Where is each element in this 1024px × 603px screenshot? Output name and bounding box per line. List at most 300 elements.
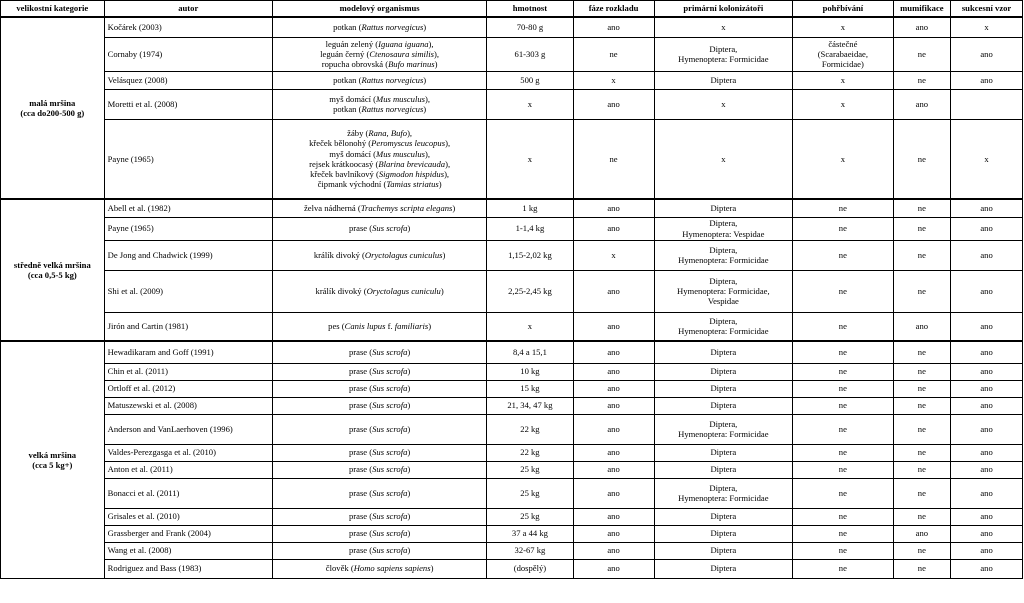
mumification-cell: ne — [893, 397, 950, 414]
colonizers-cell — [654, 71, 793, 89]
succession-cell: ano — [951, 341, 1023, 363]
colonizers-cell — [654, 217, 793, 240]
decomposition-phase-cell: ano — [573, 559, 654, 578]
mumification-cell: ne — [893, 508, 950, 525]
table-row — [1, 380, 1023, 397]
organism-cell — [272, 199, 486, 217]
succession-cell: ano — [951, 414, 1023, 444]
decomposition-phase-cell: ano — [573, 270, 654, 312]
colonizers-cell-line: x — [721, 22, 726, 33]
burial-cell-line: ne — [838, 487, 847, 498]
table-row — [1, 397, 1023, 414]
colonizers-cell — [654, 444, 793, 461]
author-cell: Anderson and VanLaerhoven (1996) — [104, 414, 272, 444]
species-name: Sus scrofa — [372, 545, 408, 556]
burial-cell-line: ne — [838, 347, 847, 358]
colonizers-cell-line: Hymenoptera: Vespidae — [682, 228, 765, 239]
organism-text: ) — [407, 511, 411, 522]
burial-cell-line: ne — [838, 447, 847, 458]
species-name: familiaris — [394, 321, 429, 332]
organism-text: králík divoký ( — [313, 249, 365, 260]
mass-cell: 21, 34, 47 kg — [487, 397, 573, 414]
organism-text: ) — [438, 179, 442, 190]
author-cell: Wang et al. (2008) — [104, 542, 272, 559]
species-name: Sus scrofa — [372, 223, 408, 234]
table-row — [1, 542, 1023, 559]
succession-cell: ano — [951, 270, 1023, 312]
organism-text: ) — [407, 447, 411, 458]
succession-cell: ano — [951, 478, 1023, 508]
organism-line — [276, 203, 483, 213]
colonizers-cell — [654, 363, 793, 380]
colonizers-cell-line: Hymenoptera: Formicidae — [678, 255, 769, 265]
species-name: Trachemys scripta elegans — [360, 203, 453, 214]
header-author: autor — [104, 1, 272, 18]
species-name: Iguana iguana — [378, 38, 429, 49]
organism-text: rejsek krátkoocasý ( — [309, 158, 379, 169]
organism-cell — [272, 89, 486, 119]
organism-cell — [272, 240, 486, 270]
burial-cell-line: x — [840, 74, 846, 85]
species-name: Sus scrofa — [372, 487, 408, 498]
colonizers-cell-line: Diptera — [710, 366, 737, 377]
organism-cell — [272, 17, 486, 37]
organism-line — [276, 424, 483, 434]
mumification-cell: ne — [893, 363, 950, 380]
succession-cell: x — [951, 119, 1023, 199]
burial-cell — [793, 217, 894, 240]
organism-text: leguán černý ( — [320, 48, 370, 59]
burial-cell — [793, 525, 894, 542]
mass-cell: 1-1,4 kg — [487, 217, 573, 240]
burial-cell-line: x — [840, 153, 846, 164]
header-primary-colonizers: primární kolonizátoři — [654, 1, 793, 18]
organism-text: ) — [407, 487, 411, 498]
species-name: Homo sapiens sapiens — [353, 563, 431, 574]
organism-line — [276, 39, 483, 49]
size-category-cell-line: velká mršina — [28, 449, 77, 460]
author-cell: Abell et al. (1982) — [104, 199, 272, 217]
organism-text: ) — [407, 528, 411, 539]
organism-text: čipmank východní ( — [317, 179, 387, 190]
table-row — [1, 478, 1023, 508]
organism-text: prase ( — [348, 464, 373, 475]
burial-cell — [793, 542, 894, 559]
table-row — [1, 559, 1023, 578]
decomposition-phase-cell: ano — [573, 199, 654, 217]
table-row — [1, 199, 1023, 217]
burial-cell-line: ne — [838, 223, 847, 234]
organism-line — [276, 104, 483, 114]
organism-line — [276, 49, 483, 59]
mumification-cell: ano — [893, 89, 950, 119]
organism-line — [276, 59, 483, 69]
organism-text: ) — [423, 104, 427, 114]
succession-cell: ano — [951, 380, 1023, 397]
mumification-cell: ne — [893, 542, 950, 559]
colonizers-cell-line: x — [721, 98, 726, 109]
author-cell: Hewadikaram and Goff (1991) — [104, 341, 272, 363]
organism-text: ) — [423, 74, 427, 85]
colonizers-cell — [654, 89, 793, 119]
organism-text: potkan ( — [333, 22, 362, 33]
succession-cell: ano — [951, 363, 1023, 380]
decomposition-phase-cell: ano — [573, 542, 654, 559]
size-group — [1, 17, 1023, 199]
colonizers-cell-line: Diptera, — [709, 275, 738, 286]
mass-cell: 500 g — [487, 71, 573, 89]
decomposition-phase-cell: ano — [573, 89, 654, 119]
succession-cell: ano — [951, 312, 1023, 341]
burial-cell-line: ne — [838, 464, 847, 475]
author-cell: Anton et al. (2011) — [104, 461, 272, 478]
organism-cell — [272, 217, 486, 240]
organism-line — [276, 138, 483, 148]
organism-text: ) — [407, 423, 411, 434]
author-cell: Valdes-Perezgasga et al. (2010) — [104, 444, 272, 461]
organism-line — [276, 223, 483, 233]
colonizers-cell — [654, 525, 793, 542]
colonizers-cell-line: Hymenoptera: Formicidae — [678, 326, 769, 337]
organism-text: ) — [407, 464, 411, 475]
succession-cell: ano — [951, 71, 1023, 89]
burial-cell — [793, 37, 894, 71]
organism-text: křeček bavlníkový ( — [310, 168, 379, 179]
colonizers-cell-line: Hymenoptera: Formicidae — [678, 493, 769, 503]
mass-cell: 1 kg — [487, 199, 573, 217]
table-row — [1, 17, 1023, 37]
mumification-cell: ne — [893, 341, 950, 363]
mass-cell: 25 kg — [487, 508, 573, 525]
size-category-cell-line: středně velká mršina — [13, 259, 91, 270]
decomposition-phase-cell: ne — [573, 37, 654, 71]
burial-cell-line: ne — [838, 545, 847, 556]
organism-text: ) — [442, 249, 446, 260]
species-name: Bufo marinus — [388, 59, 435, 70]
mass-cell: x — [487, 119, 573, 199]
organism-line — [276, 22, 483, 32]
succession-cell: ano — [951, 559, 1023, 578]
decomposition-phase-cell: ano — [573, 312, 654, 341]
mumification-cell: ne — [893, 217, 950, 240]
decomposition-phase-cell: ano — [573, 397, 654, 414]
organism-line — [276, 488, 483, 498]
burial-cell — [793, 363, 894, 380]
succession-cell: ano — [951, 461, 1023, 478]
organism-text: myš domácí ( — [329, 93, 377, 104]
mass-cell: 10 kg — [487, 363, 573, 380]
organism-cell — [272, 119, 486, 199]
organism-text: ) — [407, 400, 411, 411]
burial-cell-line: ne — [838, 249, 847, 260]
burial-cell — [793, 240, 894, 270]
table-row — [1, 37, 1023, 71]
organism-cell — [272, 461, 486, 478]
organism-text: ), — [424, 148, 430, 159]
author-cell: Kočárek (2003) — [104, 17, 272, 37]
colonizers-cell — [654, 341, 793, 363]
colonizers-cell-line: Diptera, — [709, 316, 738, 327]
mumification-cell: ne — [893, 414, 950, 444]
burial-cell-line: x — [840, 22, 846, 33]
decomposition-phase-cell: ano — [573, 414, 654, 444]
organism-cell — [272, 444, 486, 461]
mass-cell: 25 kg — [487, 478, 573, 508]
organism-text: ) — [428, 321, 432, 332]
colonizers-cell — [654, 508, 793, 525]
colonizers-cell — [654, 119, 793, 199]
colonizers-cell — [654, 542, 793, 559]
organism-text: ) — [440, 285, 444, 296]
colonizers-cell-line: Diptera — [710, 74, 737, 85]
organism-text: prase ( — [348, 528, 373, 539]
size-category-cell-line: malá mršina — [29, 97, 76, 108]
colonizers-cell-line: Diptera, — [709, 43, 738, 54]
organism-cell — [272, 397, 486, 414]
colonizers-cell-line: Diptera, — [709, 218, 738, 229]
mumification-cell: ne — [893, 270, 950, 312]
decomposition-phase-cell: ano — [573, 341, 654, 363]
decomposition-phase-cell: ne — [573, 119, 654, 199]
decomposition-phase-cell: ano — [573, 17, 654, 37]
colonizers-cell — [654, 380, 793, 397]
decomposition-phase-cell: ano — [573, 525, 654, 542]
table-row — [1, 71, 1023, 89]
colonizers-cell-line: Diptera — [710, 545, 737, 556]
organism-cell — [272, 71, 486, 89]
mass-cell: 15 kg — [487, 380, 573, 397]
author-cell: De Jong and Chadwick (1999) — [104, 240, 272, 270]
organism-text: ), — [428, 38, 434, 49]
author-cell: Velásquez (2008) — [104, 71, 272, 89]
organism-text: žáby ( — [347, 128, 369, 139]
mumification-cell: ne — [893, 478, 950, 508]
organism-text: ), — [434, 48, 440, 59]
size-category-cell — [1, 17, 105, 199]
author-cell: Grassberger and Frank (2004) — [104, 525, 272, 542]
species-name: Sus scrofa — [372, 528, 408, 539]
burial-cell-line: ne — [838, 203, 847, 214]
organism-text: prase ( — [348, 400, 373, 411]
colonizers-cell-line: Diptera, — [709, 482, 738, 493]
organism-text: ropucha obrovská ( — [321, 59, 389, 70]
organism-text: ) — [423, 22, 427, 33]
organism-line — [276, 75, 483, 85]
species-name: Tamias striatus — [386, 179, 439, 190]
author-cell: Grisales et al. (2010) — [104, 508, 272, 525]
mass-cell: 70-80 g — [487, 17, 573, 37]
colonizers-cell — [654, 461, 793, 478]
mumification-cell: ne — [893, 119, 950, 199]
organism-text: prase ( — [348, 487, 373, 498]
species-name: Ctenosaura similis — [369, 48, 435, 59]
succession-cell: ano — [951, 542, 1023, 559]
colonizers-cell-line: Hymenoptera: Formicidae — [678, 429, 769, 439]
mass-cell: 37 a 44 kg — [487, 525, 573, 542]
mumification-cell: ne — [893, 71, 950, 89]
burial-cell-line: ne — [838, 423, 847, 434]
author-cell: Matuszewski et al. (2008) — [104, 397, 272, 414]
organism-text: potkan ( — [333, 74, 362, 85]
organism-text: prase ( — [348, 423, 373, 434]
size-category-cell — [1, 199, 105, 341]
species-name: Rana, Bufo — [368, 128, 408, 139]
table-row — [1, 89, 1023, 119]
succession-cell: ano — [951, 397, 1023, 414]
organism-line — [276, 528, 483, 538]
table-row — [1, 341, 1023, 363]
succession-cell — [951, 89, 1023, 119]
mass-cell: 1,15-2,02 kg — [487, 240, 573, 270]
colonizers-cell-line: Diptera — [710, 383, 737, 394]
colonizers-cell — [654, 414, 793, 444]
burial-cell — [793, 559, 894, 578]
author-cell: Bonacci et al. (2011) — [104, 478, 272, 508]
burial-cell-line: částečné — [828, 38, 858, 49]
decomposition-phase-cell: ano — [573, 380, 654, 397]
species-name: Sus scrofa — [372, 366, 408, 377]
colonizers-cell — [654, 270, 793, 312]
table-row — [1, 270, 1023, 312]
organism-line — [276, 366, 483, 376]
mass-cell: 25 kg — [487, 461, 573, 478]
colonizers-cell — [654, 397, 793, 414]
organism-text: ) — [430, 563, 434, 574]
mass-cell: 32-67 kg — [487, 542, 573, 559]
organism-line — [276, 383, 483, 393]
table-row — [1, 312, 1023, 341]
burial-cell — [793, 89, 894, 119]
colonizers-cell-line: Diptera — [710, 464, 737, 475]
organism-line — [276, 179, 483, 189]
colonizers-cell — [654, 559, 793, 578]
colonizers-cell-line: Diptera, — [709, 418, 738, 429]
decomposition-phase-cell: ano — [573, 444, 654, 461]
species-name: Sus scrofa — [372, 511, 408, 522]
organism-line — [276, 94, 483, 104]
decomposition-phase-cell: ano — [573, 461, 654, 478]
organism-cell — [272, 508, 486, 525]
burial-cell-line: ne — [838, 366, 847, 377]
organism-text: prase ( — [348, 347, 373, 358]
organism-text: prase ( — [348, 366, 373, 377]
table-row — [1, 217, 1023, 240]
mumification-cell: ne — [893, 559, 950, 578]
burial-cell-line: x — [840, 98, 846, 109]
mass-cell: x — [487, 89, 573, 119]
mumification-cell: ano — [893, 312, 950, 341]
decomposition-phase-cell: x — [573, 71, 654, 89]
mass-cell: 22 kg — [487, 444, 573, 461]
size-category-cell-line: (cca do200-500 g) — [20, 108, 85, 118]
size-group — [1, 199, 1023, 341]
organism-text: prase ( — [348, 511, 373, 522]
burial-cell-line: ne — [838, 383, 847, 394]
organism-line — [276, 149, 483, 159]
burial-cell — [793, 270, 894, 312]
organism-line — [276, 400, 483, 410]
mass-cell: 61-303 g — [487, 37, 573, 71]
decomposition-phase-cell: ano — [573, 363, 654, 380]
species-name: Canis lupus — [344, 321, 386, 332]
mass-cell: 2,25-2,45 kg — [487, 270, 573, 312]
organism-text: ) — [407, 545, 411, 556]
author-cell: Jirón and Cartin (1981) — [104, 312, 272, 341]
burial-cell — [793, 341, 894, 363]
species-name: Rattus norvegicus — [361, 104, 424, 114]
organism-text: ) — [434, 59, 438, 70]
mumification-cell: ne — [893, 240, 950, 270]
size-category-cell — [1, 341, 105, 578]
organism-line — [276, 159, 483, 169]
author-cell: Ortloff et al. (2012) — [104, 380, 272, 397]
author-cell: Chin et al. (2011) — [104, 363, 272, 380]
organism-text: ) — [407, 347, 411, 358]
burial-cell — [793, 478, 894, 508]
organism-line — [276, 545, 483, 555]
organism-line — [276, 511, 483, 521]
colonizers-cell-line: Vespidae — [707, 296, 739, 307]
organism-text: ) — [452, 203, 456, 214]
organism-text: prase ( — [348, 223, 373, 234]
colonizers-cell-line: Diptera — [710, 511, 737, 522]
burial-cell — [793, 397, 894, 414]
mass-cell: 8,4 a 15,1 — [487, 341, 573, 363]
author-cell: Payne (1965) — [104, 217, 272, 240]
colonizers-cell-line: Hymenoptera: Formicidae — [678, 54, 769, 64]
header-burial: pohřbívání — [793, 1, 894, 18]
succession-cell: ano — [951, 199, 1023, 217]
burial-cell — [793, 119, 894, 199]
author-cell: Moretti et al. (2008) — [104, 89, 272, 119]
mumification-cell: ne — [893, 444, 950, 461]
author-cell: Cornaby (1974) — [104, 37, 272, 71]
colonizers-cell — [654, 37, 793, 71]
mass-cell: (dospělý) — [487, 559, 573, 578]
burial-cell-line: ne — [838, 400, 847, 411]
organism-text: ) — [407, 366, 411, 377]
burial-cell-line: ne — [838, 285, 847, 296]
decomposition-phase-cell: ano — [573, 217, 654, 240]
mass-cell: x — [487, 312, 573, 341]
organism-cell — [272, 478, 486, 508]
author-cell: Payne (1965) — [104, 119, 272, 199]
author-cell: Rodriguez and Bass (1983) — [104, 559, 272, 578]
burial-cell-line: ne — [838, 511, 847, 522]
organism-cell — [272, 414, 486, 444]
colonizers-cell-line: Diptera — [710, 447, 737, 458]
colonizers-cell-line: Diptera — [710, 203, 737, 214]
burial-cell — [793, 461, 894, 478]
organism-text: ) — [407, 223, 411, 234]
species-name: Sus scrofa — [372, 464, 408, 475]
species-name: Sigmodon hispidus — [378, 168, 445, 179]
species-name: Peromyscus leucopus — [371, 138, 446, 149]
colonizers-cell — [654, 17, 793, 37]
table-row — [1, 119, 1023, 199]
decomposition-phase-cell: x — [573, 240, 654, 270]
succession-cell: ano — [951, 508, 1023, 525]
species-name: Rattus norvegicus — [361, 74, 424, 85]
species-name: Oryctolagus cuniculu — [366, 285, 441, 296]
decomposition-phase-cell: ano — [573, 508, 654, 525]
burial-cell — [793, 414, 894, 444]
decomposition-phase-cell: ano — [573, 478, 654, 508]
organism-text: ), — [407, 128, 413, 139]
succession-cell: ano — [951, 444, 1023, 461]
organism-text: myš domácí ( — [329, 148, 377, 159]
succession-cell: ano — [951, 37, 1023, 71]
